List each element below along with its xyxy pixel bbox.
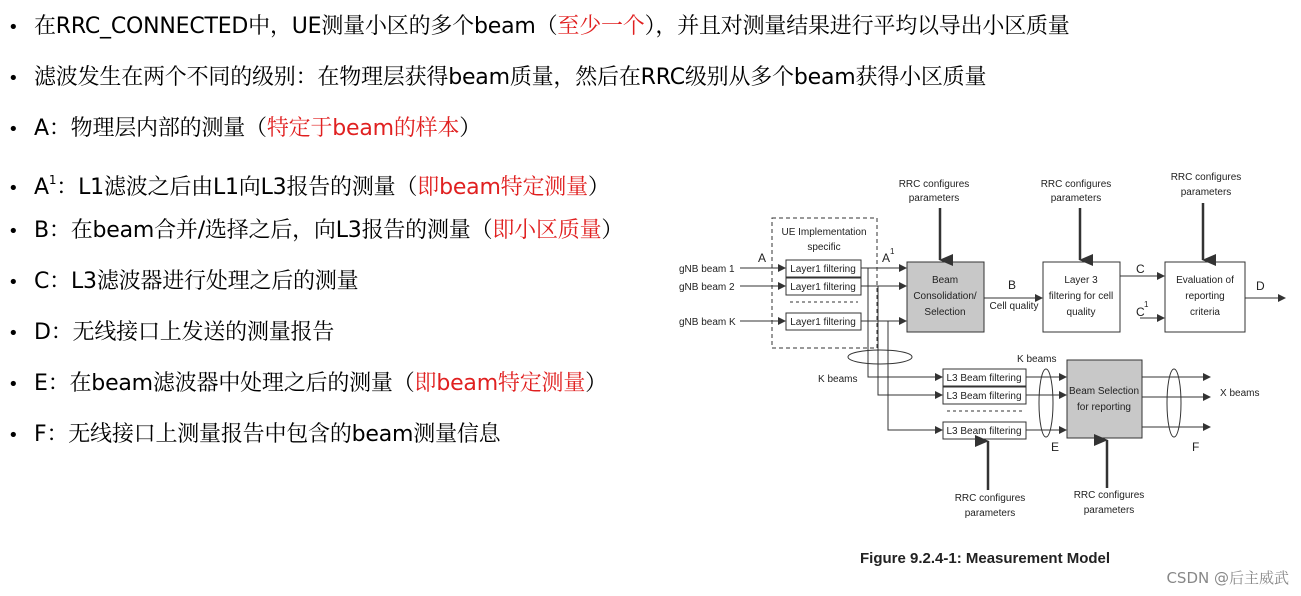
cell-quality-label: Cell quality <box>989 301 1039 312</box>
bullet-item <box>8 420 500 451</box>
bullet-dot: • <box>8 221 19 242</box>
e-ellipse <box>1039 369 1053 437</box>
point-c1-sup: 1 <box>1144 300 1149 309</box>
x-beams-label: X beams <box>1220 388 1260 399</box>
bullet-dot: • <box>8 425 19 446</box>
rrc-label-3-line2: parameters <box>1180 187 1232 198</box>
bullet-dot: • <box>8 178 19 199</box>
point-a1-sup: 1 <box>890 247 895 256</box>
layer1-label-1: Layer1 filtering <box>790 264 856 275</box>
watermark: CSDN @后主威武 <box>1166 569 1289 587</box>
point-b-label: B <box>1008 278 1017 292</box>
bullet-highlight: 至少一个 <box>557 14 645 39</box>
rrc-label-4-line1: RRC configures <box>954 493 1026 504</box>
point-e-label: E <box>1051 440 1060 454</box>
gnb-beam-k-label: gNB beam K <box>679 317 736 328</box>
layer3-line1: Layer 3 <box>1064 275 1098 286</box>
bullet-dot: • <box>8 17 19 38</box>
bullet-item <box>8 267 358 298</box>
bullet-dot: • <box>8 272 19 293</box>
layer3-line3: quality <box>1066 307 1096 318</box>
bullet-dot: • <box>8 119 19 140</box>
bullet-text-end: ） <box>459 116 482 141</box>
bullet-text: D：无线接口上发送的测量报告 <box>34 320 335 345</box>
bullet-text: 在RRC_CONNECTED中，UE测量小区的多个beam（ <box>34 14 558 39</box>
bullet-text: A：物理层内部的测量（ <box>34 116 267 141</box>
beam-selection-line1: Beam Selection <box>1068 386 1140 397</box>
point-d-label: D <box>1256 279 1265 293</box>
bullet-item <box>8 12 1070 43</box>
point-c-label: C <box>1136 262 1145 276</box>
bullet-text: C：L3滤波器进行处理之后的测量 <box>34 269 359 294</box>
bullet-superscript: 1 <box>48 173 57 187</box>
evaluation-line2: reporting <box>1185 291 1225 302</box>
bullet-text-end: ） <box>587 175 610 200</box>
bullet-item <box>8 318 334 349</box>
rrc-label-2-line1: RRC configures <box>1040 179 1112 190</box>
rrc-label-5-line1: RRC configures <box>1073 490 1145 501</box>
consolidation-line3: Selection <box>924 307 966 318</box>
point-f-label: F <box>1192 440 1200 454</box>
bullet-text-end: ） <box>601 218 624 243</box>
layer3-line2: filtering for cell <box>1048 291 1114 302</box>
figure-caption: Figure 9.2.4-1: Measurement Model <box>860 550 1111 567</box>
rrc-label-1-line2: parameters <box>908 193 960 204</box>
rrc-label-3-line1: RRC configures <box>1170 172 1242 183</box>
bullet-highlight: 即beam特定测量 <box>414 371 586 396</box>
bullet-text: F：无线接口上测量报告中包含的beam测量信息 <box>34 422 501 447</box>
bullet-text: A <box>34 175 49 200</box>
bullet-highlight: 特定于beam的样本 <box>266 116 460 141</box>
layer1-label-2: Layer1 filtering <box>790 282 856 293</box>
bullet-text: E：在beam滤波器中处理之后的测量（ <box>34 371 415 396</box>
rrc-label-4-line2: parameters <box>964 508 1016 519</box>
bullet-text: 滤波发生在两个不同的级别：在物理层获得beam质量，然后在RRC级别从多个beam获得小区质量 <box>34 65 987 90</box>
bullet-text-end: ） <box>585 371 607 396</box>
gnb-beam-1-label: gNB beam 1 <box>679 264 735 275</box>
point-a-label: A <box>758 251 767 265</box>
bullet-item <box>8 216 623 247</box>
bullet-text: B：在beam合并/选择之后，向L3报告的测量（ <box>34 218 493 243</box>
bullet-text-end: ），并且对测量结果进行平均以导出小区质量 <box>644 14 1070 39</box>
beam-selection-box <box>1067 360 1142 438</box>
bullet-item <box>8 63 986 94</box>
rrc-label-5-line2: parameters <box>1083 505 1135 516</box>
gnb-beam-2-label: gNB beam 2 <box>679 282 735 293</box>
k-beams-label-top: K beams <box>1017 354 1057 365</box>
measurement-model-diagram <box>672 165 1297 545</box>
l3-beam-label-1: L3 Beam filtering <box>946 373 1022 384</box>
l3-beam-label-k: L3 Beam filtering <box>946 426 1022 437</box>
point-c1-label: C <box>1136 305 1145 319</box>
beam-selection-line2: for reporting <box>1077 402 1131 413</box>
bullet-item <box>8 114 481 145</box>
consolidation-line1: Beam <box>931 275 959 286</box>
rrc-label-1-line1: RRC configures <box>898 179 970 190</box>
layer1-label-k: Layer1 filtering <box>790 317 856 328</box>
evaluation-line3: criteria <box>1189 307 1221 318</box>
bullet-dot: • <box>8 323 19 344</box>
bullet-highlight: 即beam特定测量 <box>417 175 588 200</box>
bullet-highlight: 即小区质量 <box>492 218 602 243</box>
ue-impl-line1: UE Implementation <box>781 227 867 238</box>
rrc-label-2-line2: parameters <box>1050 193 1102 204</box>
l3-beam-label-2: L3 Beam filtering <box>946 391 1022 402</box>
evaluation-line1: Evaluation of <box>1176 275 1234 286</box>
consolidation-line2: Consolidation/ <box>913 291 977 302</box>
bullet-dot: • <box>8 374 19 395</box>
point-a1-label: A <box>882 251 891 265</box>
bullet-dot: • <box>8 68 19 89</box>
k-beams-ellipse <box>848 350 912 364</box>
bullet-text-mid: ：L1滤波之后由L1向L3报告的测量（ <box>56 175 418 200</box>
k-beams-label-left: K beams <box>818 374 858 385</box>
bullet-item <box>8 369 607 400</box>
ue-impl-line2: specific <box>807 242 841 253</box>
beam-k-to-l3-line <box>888 321 942 430</box>
bullet-item <box>8 165 610 204</box>
